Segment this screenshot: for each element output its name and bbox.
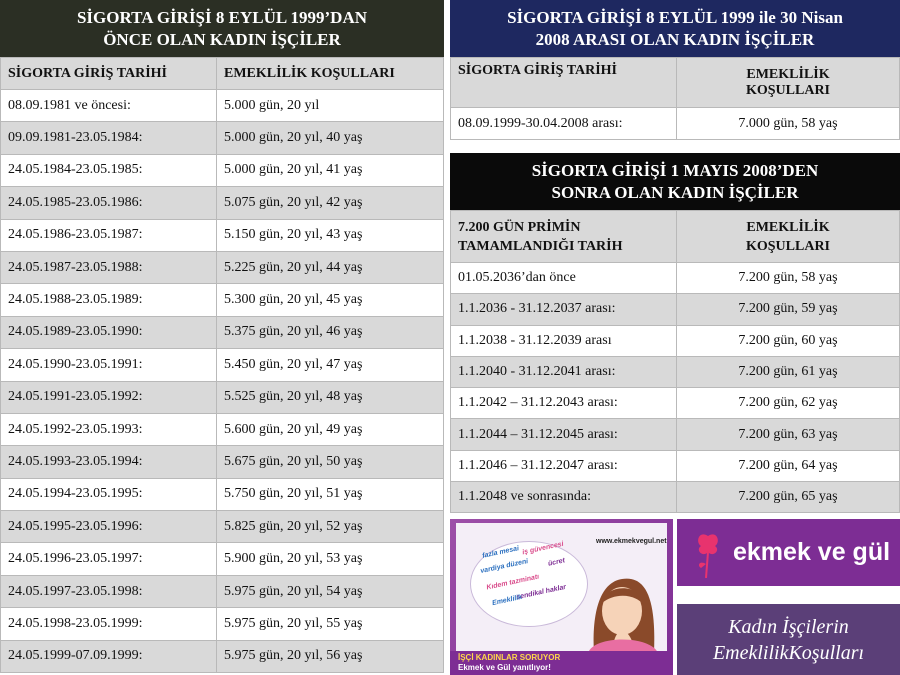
table-row (451, 450, 900, 481)
caption-line-1: Kadın İşçilerin (728, 615, 849, 638)
conditions-cell: 7.000 gün, 58 yaş (677, 108, 900, 140)
conditions-cell: 7.200 gün, 61 yaş (677, 356, 900, 387)
table-row (1, 187, 444, 219)
col-header-date: SİGORTA GİRİŞ TARİHİ (1, 58, 217, 90)
conditions-cell: 5.975 gün, 20 yıl, 56 yaş (217, 640, 444, 672)
conditions-cell: 5.300 gün, 20 yıl, 45 yaş (217, 284, 444, 316)
date-range-cell: 1.1.2042 – 31.12.2043 arası: (451, 388, 677, 419)
conditions-cell: 5.075 gün, 20 yıl, 42 yaş (217, 187, 444, 219)
title-line-2: 2008 ARASI OLAN KADIN İŞÇİLER (535, 29, 815, 49)
pre-1999-table (0, 57, 444, 673)
banner-url[interactable]: www.ekmekvegul.net (596, 538, 667, 545)
table-row (451, 482, 900, 513)
conditions-cell: 5.450 gün, 20 yıl, 47 yaş (217, 349, 444, 381)
table-row (1, 478, 444, 510)
col-header-conditions (677, 58, 900, 108)
caption-box (677, 604, 900, 675)
table-row (1, 90, 444, 122)
banner-word: ücret (547, 557, 566, 568)
title-line-2: ÖNCE OLAN KADIN İŞÇİLER (103, 29, 341, 49)
table-row (451, 419, 900, 450)
banner-title: İŞÇİ KADINLAR SORUYOR (458, 653, 561, 662)
table-row (1, 219, 444, 251)
date-range-cell: 24.05.1984-23.05.1985: (1, 154, 217, 186)
pre-1999-title (0, 0, 444, 57)
conditions-cell: 7.200 gün, 58 yaş (677, 263, 900, 294)
conditions-cell: 5.375 gün, 20 yıl, 46 yaş (217, 316, 444, 348)
date-range-cell: 01.05.2036’dan önce (451, 263, 677, 294)
date-range-cell: 24.05.1999-07.09.1999: (1, 640, 217, 672)
conditions-cell: 7.200 gün, 64 yaş (677, 450, 900, 481)
woman-illustration-icon (574, 563, 664, 653)
table-row (1, 446, 444, 478)
conditions-cell: 7.200 gün, 59 yaş (677, 294, 900, 325)
banner-word: sendikal haklar (515, 583, 567, 602)
conditions-cell: 5.825 gün, 20 yıl, 52 yaş (217, 511, 444, 543)
table-row (451, 294, 900, 325)
date-range-cell: 24.05.1987-23.05.1988: (1, 251, 217, 283)
date-range-cell: 09.09.1981-23.05.1984: (1, 122, 217, 154)
1999-2008-panel (450, 0, 900, 140)
conditions-cell: 5.000 gün, 20 yıl (217, 90, 444, 122)
date-range-cell: 1.1.2048 ve sonrasında: (451, 482, 677, 513)
banner-word: Kıdem tazminatı (485, 573, 540, 592)
date-range-cell: 24.05.1991-23.05.1992: (1, 381, 217, 413)
col-header-conditions: EMEKLİLİK KOŞULLARI (217, 58, 444, 90)
date-range-cell: 24.05.1998-23.05.1999: (1, 608, 217, 640)
table-row (1, 284, 444, 316)
banner-word: fazla mesai (481, 545, 520, 560)
conditions-cell: 5.000 gün, 20 yıl, 40 yaş (217, 122, 444, 154)
conditions-cell: 5.675 gün, 20 yıl, 50 yaş (217, 446, 444, 478)
date-range-cell: 1.1.2036 - 31.12.2037 arası: (451, 294, 677, 325)
conditions-cell: 7.200 gün, 62 yaş (677, 388, 900, 419)
caption-line-2: EmeklilikKoşulları (712, 641, 865, 664)
col-header-line-1: 7.200 GÜN PRİMİN (458, 219, 581, 235)
post-2008-title (450, 153, 900, 210)
conditions-cell: 5.900 gün, 20 yıl, 53 yaş (217, 543, 444, 575)
conditions-cell: 5.000 gün, 20 yıl, 41 yaş (217, 154, 444, 186)
pre-1999-panel (0, 0, 444, 673)
conditions-cell: 5.975 gün, 20 yıl, 55 yaş (217, 608, 444, 640)
conditions-cell: 7.200 gün, 60 yaş (677, 325, 900, 356)
date-range-cell: 08.09.1981 ve öncesi: (1, 90, 217, 122)
table-row (1, 608, 444, 640)
date-range-cell: 1.1.2046 – 31.12.2047 arası: (451, 450, 677, 481)
date-range-cell: 24.05.1992-23.05.1993: (1, 413, 217, 445)
date-range-cell: 24.05.1997-23.05.1998: (1, 575, 217, 607)
col-header-line-1: EMEKLİLİK (746, 66, 830, 82)
title-line-1: SİGORTA GİRİŞİ 8 EYLÜL 1999 ile 30 Nisan (507, 7, 843, 27)
ekmek-ve-gul-logo[interactable] (677, 519, 900, 586)
1999-2008-table (450, 57, 900, 140)
date-range-cell: 1.1.2038 - 31.12.2039 arası (451, 325, 677, 356)
date-range-cell: 08.09.1999-30.04.2008 arası: (451, 108, 677, 140)
date-range-cell: 24.05.1995-23.05.1996: (1, 511, 217, 543)
date-range-cell: 24.05.1994-23.05.1995: (1, 478, 217, 510)
date-range-cell: 24.05.1996-23.05.1997: (1, 543, 217, 575)
title-line-1: SİGORTA GİRİŞİ 8 EYLÜL 1999’DAN (76, 7, 368, 27)
date-range-cell: 1.1.2044 – 31.12.2045 arası: (451, 419, 677, 450)
table-row (1, 122, 444, 154)
table-row (1, 381, 444, 413)
table-row (1, 316, 444, 348)
conditions-cell: 5.975 gün, 20 yıl, 54 yaş (217, 575, 444, 607)
banner-background (456, 523, 667, 651)
conditions-cell: 7.200 gün, 65 yaş (677, 482, 900, 513)
conditions-cell: 5.750 gün, 20 yıl, 51 yaş (217, 478, 444, 510)
date-range-cell: 1.1.2040 - 31.12.2041 arası: (451, 356, 677, 387)
col-header-line-2: TAMAMLANDIĞI TARİH (458, 238, 623, 254)
table-row (1, 575, 444, 607)
banner-subtitle: Ekmek ve Gül yanıtlıyor! (458, 663, 551, 672)
table-row (451, 388, 900, 419)
col-header-line-2: KOŞULLARI (745, 82, 831, 98)
col-header-date: SİGORTA GİRİŞ TARİHİ (451, 58, 677, 108)
date-range-cell: 24.05.1990-23.05.1991: (1, 349, 217, 381)
conditions-cell: 7.200 gün, 63 yaş (677, 419, 900, 450)
table-row (451, 263, 900, 294)
table-row (451, 325, 900, 356)
conditions-cell: 5.225 gün, 20 yıl, 44 yaş (217, 251, 444, 283)
banner-footer (450, 651, 673, 675)
date-range-cell: 24.05.1993-23.05.1994: (1, 446, 217, 478)
col-header-conditions (677, 211, 900, 263)
table-row (1, 154, 444, 186)
col-header-line-1: EMEKLİLİK (746, 219, 830, 235)
banner-word: vardiya düzeni (479, 558, 529, 575)
post-2008-panel (450, 153, 900, 513)
date-range-cell: 24.05.1986-23.05.1987: (1, 219, 217, 251)
table-row (451, 108, 900, 140)
title-line-1: SİGORTA GİRİŞİ 1 MAYIS 2008’DEN (531, 160, 819, 180)
table-row (1, 413, 444, 445)
table-row (451, 356, 900, 387)
table-row (1, 511, 444, 543)
table-row (1, 543, 444, 575)
conditions-cell: 5.600 gün, 20 yıl, 49 yaş (217, 413, 444, 445)
date-range-cell: 24.05.1985-23.05.1986: (1, 187, 217, 219)
conditions-cell: 5.525 gün, 20 yıl, 48 yaş (217, 381, 444, 413)
rose-icon (691, 528, 725, 578)
col-header-line-2: KOŞULLARI (745, 238, 831, 254)
date-range-cell: 24.05.1988-23.05.1989: (1, 284, 217, 316)
banner-word: iş güvencesi (521, 540, 565, 557)
table-row (1, 251, 444, 283)
1999-2008-title (450, 0, 900, 57)
date-range-cell: 24.05.1989-23.05.1990: (1, 316, 217, 348)
title-line-2: SONRA OLAN KADIN İŞÇİLER (551, 182, 799, 202)
col-header-date (451, 211, 677, 263)
post-2008-table (450, 210, 900, 513)
promo-banner[interactable] (450, 519, 673, 675)
table-row (1, 640, 444, 672)
table-row (1, 349, 444, 381)
conditions-cell: 5.150 gün, 20 yıl, 43 yaş (217, 219, 444, 251)
logo-text: ekmek ve gül (733, 538, 891, 566)
banner-word: Emeklilik (491, 593, 523, 608)
